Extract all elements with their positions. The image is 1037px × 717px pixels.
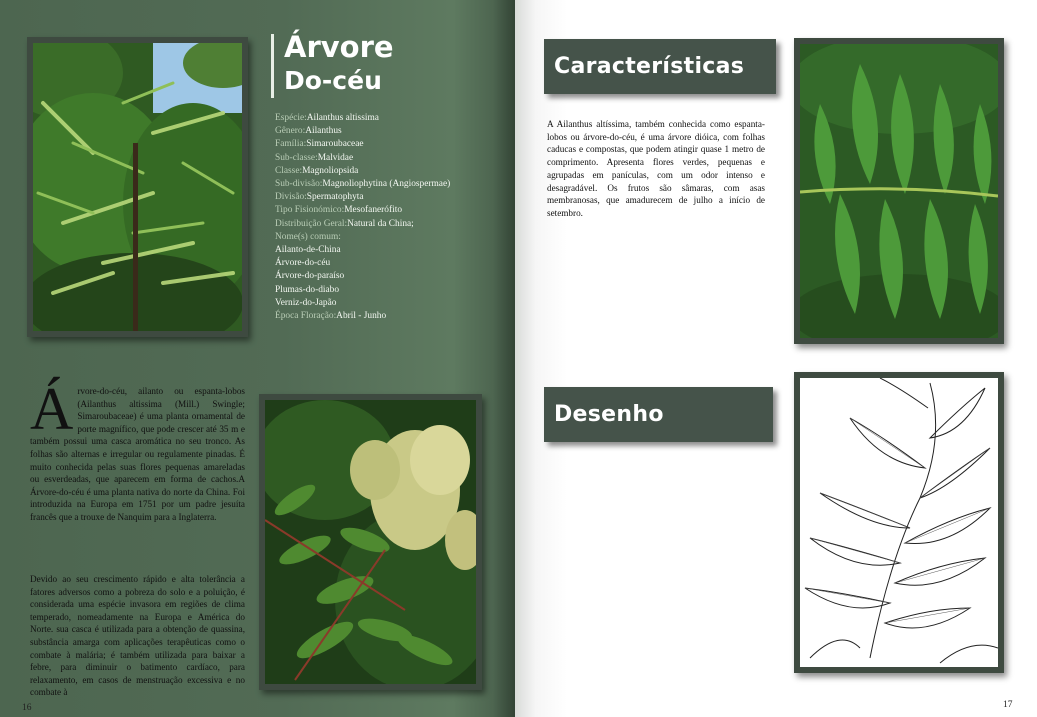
second-paragraph: Devido ao seu crescimento rápido e alta tolerância a fatores adversos como a pobreza do solo e a poluição, é considerada uma espécie invasora em regiões de clima temperado, nomeadamente na Europa e América do Norte. sua casca é utilizada para a obtenção de quassina, substância amarga com aplicações terapêuticas como o combate à malária; é também utilizada para baixar a febre, para diminuir o batimento cardíaco, para relaxamento, em casos de menstruação excessiva e no combate à xyxy=(30,574,245,698)
info-row: Divisão:Spermatophyta xyxy=(275,192,364,203)
flower-photo-frame xyxy=(259,394,482,690)
page-title xyxy=(284,30,394,98)
info-row: Distribuição Geral:Natural da China; xyxy=(275,218,414,229)
leaf-photo-frame xyxy=(794,38,1004,344)
intro-paragraph xyxy=(30,376,245,524)
title-line-2: Do-céu xyxy=(284,66,382,95)
leaf-closeup-photo xyxy=(800,44,998,338)
page-number: 16 xyxy=(22,703,32,713)
paragraph-1-text: rvore-do-céu, ailanto ou espanta-lobos (Ailanthus altissima (Mill.) Swingle; Simaroubaceae) é uma planta ornamental de porte magnífico, que pode crescer até 35 m e também possui uma casca aromática no seu tronco. As folhas são alternas e irregular ou regulamente pinadas. É muito conhecida pelas suas flores pequenas amareladas ou esverdeadas, que aparecem em forma de cachos.A Árvore-do-céu é uma planta nativa do norte da China. Foi introduzida na Europa em 1751 por um padre jesuíta francês que a trouxe de Nanquim para a Inglaterra. xyxy=(30,386,245,522)
tree-photo-frame xyxy=(27,37,248,337)
info-row: Família:Simaroubaceae xyxy=(275,139,364,150)
flower-cluster-photo xyxy=(265,400,476,684)
info-row: Gênero:Ailanthus xyxy=(275,126,342,137)
characteristics-text: A Ailanthus altíssima, também conhecida como espanta-lobos ou árvore-do-céu, é uma árvore dióica, com folhas caducas e compostas, que podem atingir quase 1 metro de comprimento. Apresenta flores verdes, pequenas e agrupadas em panículas, com um odor intenso e desagradável. Os frutos são sâmaras, com asas membranosas, que amadurecem de julho a início de setembro. xyxy=(547,119,765,218)
drawing-frame xyxy=(794,372,1004,673)
info-row-flowering: Época Floração:Abril - Junho xyxy=(275,311,387,322)
title-accent-bar xyxy=(271,34,274,98)
left-page xyxy=(0,0,515,717)
common-name: Ailanto-de-China xyxy=(275,245,341,256)
info-row: Classe:Magnoliopsida xyxy=(275,165,359,176)
drop-cap: Á xyxy=(30,376,74,442)
section-title-characteristics: Características xyxy=(544,39,776,94)
tree-foliage-photo xyxy=(33,43,242,331)
info-row: Sub-classe:Malvidae xyxy=(275,152,354,163)
title-line-1: Árvore xyxy=(284,30,394,64)
common-name: Plumas-do-diabo xyxy=(275,284,340,295)
leaf-line-drawing xyxy=(800,378,998,667)
info-row: Tipo Fisionómico:Mesofanerófito xyxy=(275,205,403,216)
page-number: 17 xyxy=(1003,700,1013,710)
common-name: Árvore-do-céu xyxy=(275,258,331,269)
info-row: Espécie:Ailanthus altissima xyxy=(275,113,379,123)
info-row: Nome(s) comum: xyxy=(275,231,341,242)
right-page xyxy=(515,0,1037,717)
info-row: Sub-divisão:Magnoliophytina (Angiospermae) xyxy=(275,179,451,190)
common-name: Árvore-do-paraíso xyxy=(275,271,345,282)
section-title-drawing: Desenho xyxy=(544,387,773,442)
species-info xyxy=(275,112,500,323)
common-name: Verniz-do-Japão xyxy=(275,297,337,308)
